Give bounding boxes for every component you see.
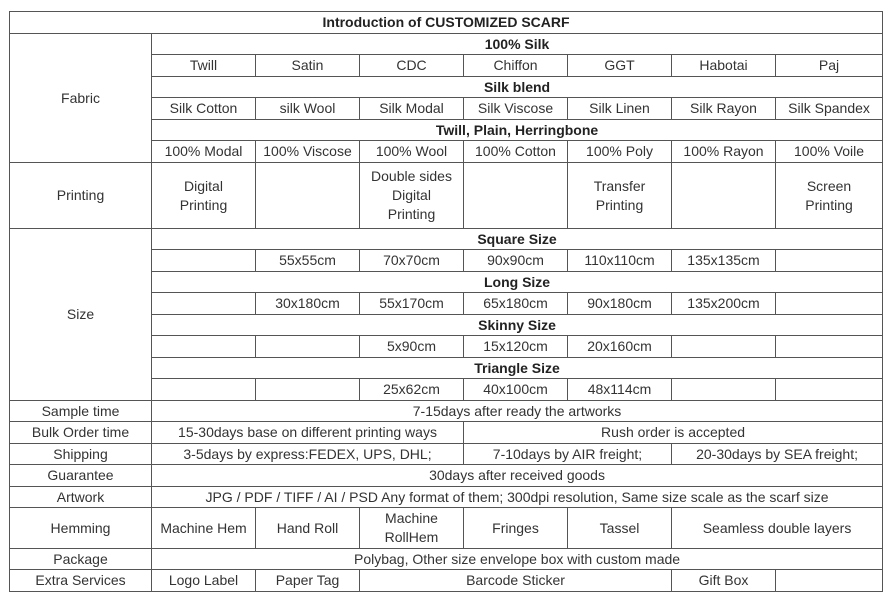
hemming-line: RollHem — [384, 529, 439, 545]
long-size-cell: 55x170cm — [360, 293, 464, 315]
shipping-label: Shipping — [10, 444, 152, 465]
extra-services-label: Extra Services — [10, 570, 152, 592]
blend-type-cell: Silk Modal — [360, 98, 464, 120]
package-value: Polybag, Other size envelope box with custom made — [152, 549, 883, 570]
square-size-cell: 90x90cm — [464, 250, 568, 272]
silk-type-cell: Chiffon — [464, 55, 568, 77]
blend-type-cell: silk Wool — [256, 98, 360, 120]
square-size-header: Square Size — [152, 229, 883, 250]
triangle-size-cell — [672, 379, 776, 401]
blend-type-cell: Silk Linen — [568, 98, 672, 120]
skinny-size-cell — [776, 336, 883, 358]
rush-order-value: Rush order is accepted — [464, 422, 883, 444]
blend-header: Silk blend — [152, 77, 883, 98]
blend-type-cell: Silk Rayon — [672, 98, 776, 120]
hemming-tassel: Tassel — [568, 508, 672, 549]
weave-type-cell: 100% Cotton — [464, 141, 568, 163]
long-size-cell: 30x180cm — [256, 293, 360, 315]
blend-type-cell: Silk Cotton — [152, 98, 256, 120]
skinny-size-header: Skinny Size — [152, 315, 883, 336]
square-size-cell: 135x135cm — [672, 250, 776, 272]
long-size-cell: 65x180cm — [464, 293, 568, 315]
extra-logo-label: Logo Label — [152, 570, 256, 592]
printing-label: Printing — [10, 163, 152, 229]
weave-type-cell: 100% Modal — [152, 141, 256, 163]
printing-line: Double sides — [371, 168, 452, 184]
weave-type-cell: 100% Wool — [360, 141, 464, 163]
square-size-cell — [152, 250, 256, 272]
long-size-header: Long Size — [152, 272, 883, 293]
printing-cell — [568, 163, 672, 229]
hemming-hand-roll: Hand Roll — [256, 508, 360, 549]
silk-type-cell: Twill — [152, 55, 256, 77]
shipping-air: 7-10days by AIR freight; — [464, 444, 672, 465]
square-size-cell — [776, 250, 883, 272]
hemming-machine-hem: Machine Hem — [152, 508, 256, 549]
bulk-order-label: Bulk Order time — [10, 422, 152, 444]
skinny-size-cell — [672, 336, 776, 358]
silk-header: 100% Silk — [152, 34, 883, 55]
silk-type-cell: Satin — [256, 55, 360, 77]
silk-type-cell: Habotai — [672, 55, 776, 77]
weave-type-cell: 100% Poly — [568, 141, 672, 163]
guarantee-label: Guarantee — [10, 465, 152, 487]
hemming-seamless: Seamless double layers — [672, 508, 883, 549]
artwork-label: Artwork — [10, 487, 152, 508]
silk-type-cell: CDC — [360, 55, 464, 77]
weave-type-cell: 100% Voile — [776, 141, 883, 163]
extra-empty-cell — [776, 570, 883, 592]
blend-type-cell: Silk Viscose — [464, 98, 568, 120]
extra-paper-tag: Paper Tag — [256, 570, 360, 592]
extra-gift-box: Gift Box — [672, 570, 776, 592]
skinny-size-cell: 5x90cm — [360, 336, 464, 358]
hemming-machine-rollhem — [360, 508, 464, 549]
blend-type-cell: Silk Spandex — [776, 98, 883, 120]
triangle-size-cell: 25x62cm — [360, 379, 464, 401]
printing-line: Digital — [184, 177, 223, 194]
printing-line: Transfer — [593, 177, 646, 194]
skinny-size-cell: 15x120cm — [464, 336, 568, 358]
printing-cell — [360, 163, 464, 229]
triangle-size-cell — [152, 379, 256, 401]
long-size-cell: 90x180cm — [568, 293, 672, 315]
hemming-fringes: Fringes — [464, 508, 568, 549]
extra-barcode-sticker: Barcode Sticker — [360, 570, 672, 592]
shipping-sea: 20-30days by SEA freight; — [672, 444, 883, 465]
weave-type-cell: 100% Viscose — [256, 141, 360, 163]
guarantee-value: 30days after received goods — [152, 465, 883, 487]
table-title: Introduction of CUSTOMIZED SCARF — [10, 12, 883, 34]
triangle-size-cell: 40x100cm — [464, 379, 568, 401]
printing-line: Printing — [595, 196, 644, 213]
printing-cell-empty — [464, 163, 568, 229]
size-label: Size — [10, 229, 152, 401]
printing-cell-empty — [256, 163, 360, 229]
weave-header: Twill, Plain, Herringbone — [152, 120, 883, 141]
triangle-size-cell — [256, 379, 360, 401]
printing-cell — [152, 163, 256, 229]
triangle-size-header: Triangle Size — [152, 358, 883, 379]
printing-line: Screen — [806, 177, 852, 194]
printing-line: Digital — [392, 187, 431, 203]
silk-type-cell: GGT — [568, 55, 672, 77]
artwork-value: JPG / PDF / TIFF / AI / PSD Any format of them; 300dpi resolution, Same size scale as the scarf size — [152, 487, 883, 508]
printing-line: Printing — [179, 196, 228, 213]
long-size-cell: 135x200cm — [672, 293, 776, 315]
scarf-spec-table — [9, 11, 883, 592]
square-size-cell: 70x70cm — [360, 250, 464, 272]
triangle-size-cell: 48x114cm — [568, 379, 672, 401]
sample-time-label: Sample time — [10, 401, 152, 422]
triangle-size-cell — [776, 379, 883, 401]
weave-type-cell: 100% Rayon — [672, 141, 776, 163]
skinny-size-cell — [256, 336, 360, 358]
long-size-cell — [776, 293, 883, 315]
printing-cell-empty — [672, 163, 776, 229]
square-size-cell: 110x110cm — [568, 250, 672, 272]
bulk-order-value: 15-30days base on different printing ways — [152, 422, 464, 444]
silk-type-cell: Paj — [776, 55, 883, 77]
hemming-line: Machine — [385, 510, 438, 526]
hemming-label: Hemming — [10, 508, 152, 549]
package-label: Package — [10, 549, 152, 570]
shipping-express: 3-5days by express:FEDEX, UPS, DHL; — [152, 444, 464, 465]
printing-line: Printing — [805, 196, 853, 213]
skinny-size-cell — [152, 336, 256, 358]
square-size-cell: 55x55cm — [256, 250, 360, 272]
long-size-cell — [152, 293, 256, 315]
skinny-size-cell: 20x160cm — [568, 336, 672, 358]
fabric-label: Fabric — [10, 34, 152, 163]
sample-time-value: 7-15days after ready the artworks — [152, 401, 883, 422]
printing-cell — [776, 163, 883, 229]
printing-line: Printing — [387, 206, 436, 222]
